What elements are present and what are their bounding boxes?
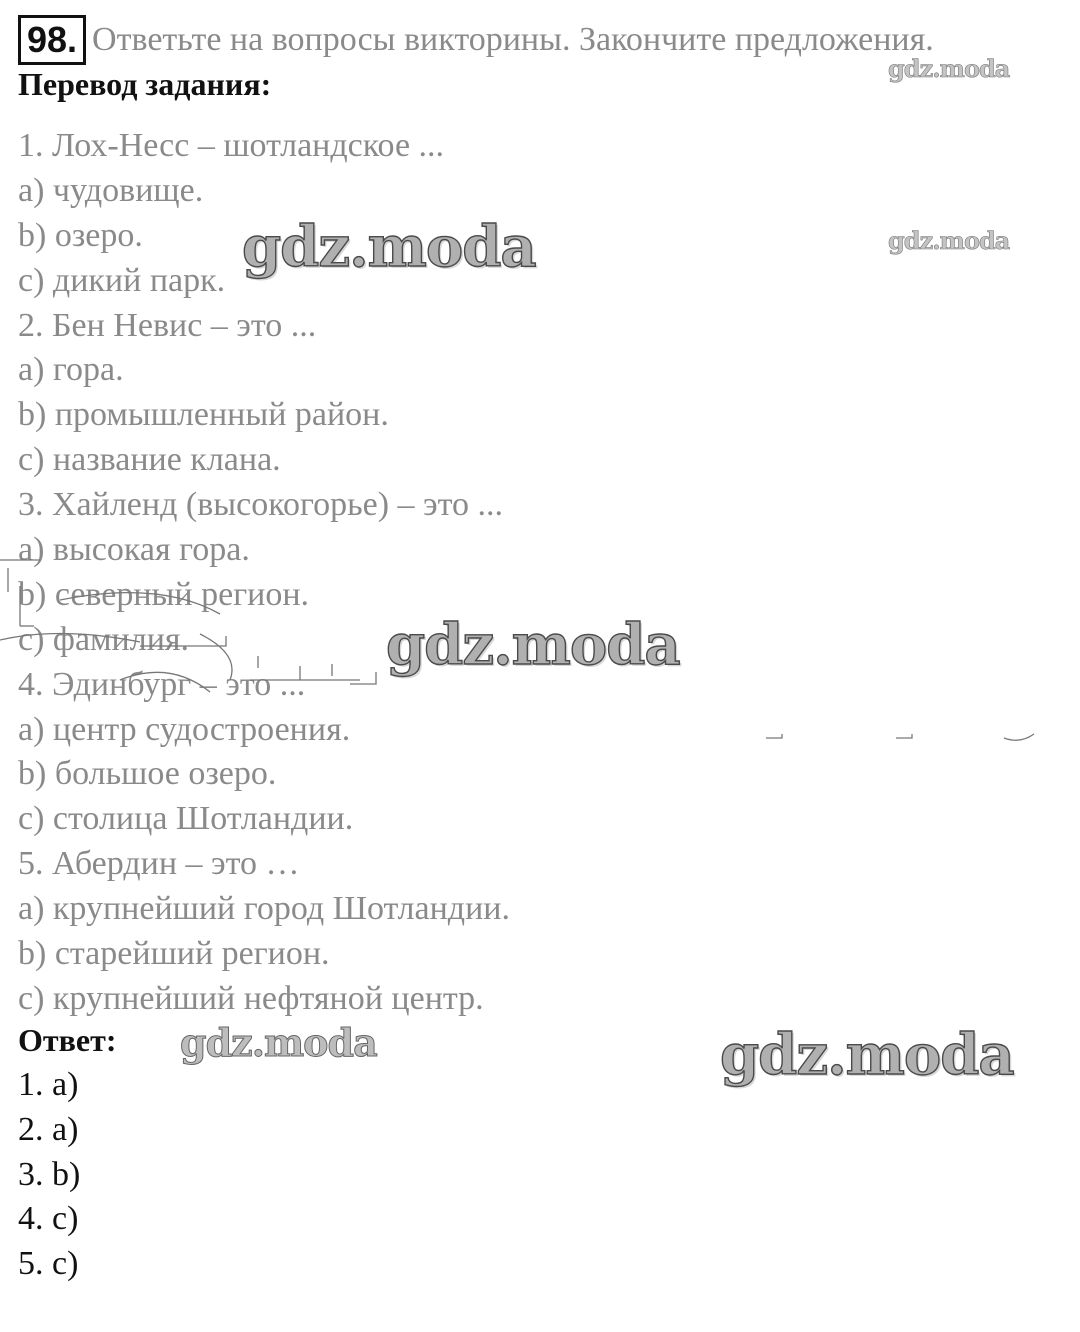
task-header (18, 14, 934, 66)
quiz-option: b) большое озеро. (18, 755, 277, 793)
watermark: gdz.moda (180, 1020, 377, 1065)
watermark: gdz.moda (386, 612, 680, 678)
quiz-option: c) столица Шотландии. (18, 800, 354, 838)
answer-item: 5. c) (18, 1245, 79, 1283)
quiz-question: 5. Абердин – это … (18, 845, 300, 883)
answer-heading: Ответ: (18, 1022, 117, 1058)
quiz-question: 4. Эдинбург – это ... (18, 665, 306, 703)
quiz-question: 2. Бен Невис – это ... (18, 306, 317, 344)
translation-heading: Перевод задания: (18, 66, 272, 102)
quiz-option: a) гора. (18, 351, 124, 389)
answer-item: 4. c) (18, 1200, 79, 1238)
quiz-question: 3. Хайленд (высокогорье) – это ... (18, 486, 504, 524)
quiz-option: c) крупнейший нефтяной центр. (18, 979, 484, 1017)
quiz-option: c) дикий парк. (18, 261, 226, 299)
quiz-option: b) старейший регион. (18, 935, 330, 973)
watermark: gdz.moda (720, 1022, 1014, 1088)
answer-item: 3. b) (18, 1155, 81, 1193)
answer-item: 2. a) (18, 1110, 79, 1148)
task-title: Ответьте на вопросы викторины. Закончите предложения. (92, 21, 934, 58)
quiz-option: a) чудовище. (18, 171, 204, 209)
answer-item: 1. a) (18, 1066, 79, 1103)
watermark: gdz.moda (888, 226, 1010, 255)
quiz-option: b) озеро. (18, 216, 143, 254)
quiz-option: c) название клана. (18, 441, 281, 479)
task-number: 98. (18, 15, 86, 65)
quiz-option: c) фамилия. (18, 620, 190, 658)
quiz-question: 1. Лох-Несс – шотландское ... (18, 127, 445, 164)
quiz-option: b) промышленный район. (18, 396, 389, 434)
watermark: gdz.moda (242, 214, 536, 280)
quiz-option: a) высокая гора. (18, 531, 250, 569)
quiz-option: b) северный регион. (18, 575, 310, 613)
answer-list (18, 1063, 80, 1287)
quiz-option: a) крупнейший город Шотландии. (18, 890, 510, 928)
watermark: gdz.moda (888, 54, 1010, 83)
quiz-option: a) центр судостроения. (18, 710, 351, 748)
